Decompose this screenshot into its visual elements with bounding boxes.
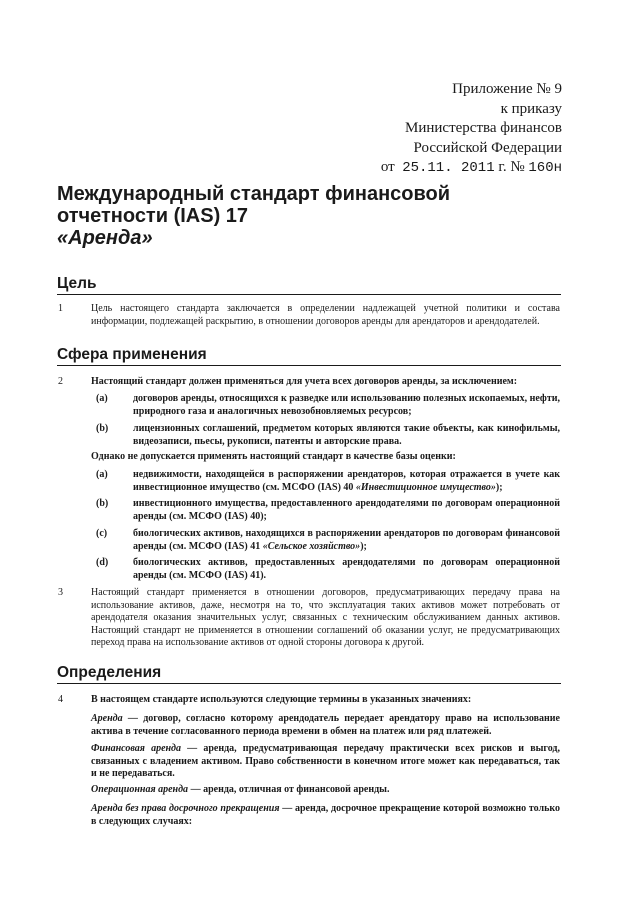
title-line-1: Международный стандарт финансовой — [57, 183, 451, 205]
paragraph-number: 2 — [58, 376, 63, 387]
item-text-part: ); — [360, 540, 367, 552]
order-number: 160н — [528, 160, 562, 176]
section-heading-definitions: Определения — [57, 664, 561, 684]
list-item-text: инвестиционного имущества, предоставленного арендодателями по договорам операционной аренды (см. МСФО (IAS) 40); — [133, 498, 560, 522]
section-heading-scope: Сфера применения — [57, 346, 561, 366]
order-date: 25.11. 2011 — [402, 160, 495, 176]
definition-item — [91, 743, 560, 781]
definition-text: — аренда, отличная от финансовой аренды. — [188, 784, 390, 795]
paragraph-number: 4 — [58, 694, 63, 705]
order-date-line — [381, 158, 562, 179]
title-line-3: «Аренда» — [57, 227, 153, 249]
definition-term: Финансовая аренда — [91, 743, 182, 754]
appendix-line: Приложение № 9 — [452, 81, 562, 97]
list-item-letter: (b) — [96, 498, 109, 509]
paragraph-number: 1 — [58, 303, 63, 314]
date-suffix: г. № — [498, 159, 525, 175]
paragraph-text: Однако не допускается применять настоящий стандарт в качестве базы оценки: — [91, 451, 456, 462]
definition-term: Аренда без права досрочного прекращения — [91, 803, 280, 814]
item-text-emphasis: «Инвестиционное имущество» — [355, 481, 496, 493]
title-line-2: отчетности (IAS) 17 — [57, 205, 249, 227]
list-item-text — [133, 469, 560, 494]
list-item-text: биологических активов, предоставленных арендодателями по договорам операционной аренды (см. МСФО (IAS) 41). — [133, 557, 560, 581]
item-text-emphasis: «Сельское хозяйство» — [262, 540, 361, 552]
section-heading-goal: Цель — [57, 275, 561, 295]
document-title — [57, 183, 517, 249]
paragraph-number: 3 — [58, 587, 63, 598]
definition-item — [91, 784, 560, 797]
list-item-text: договоров аренды, относящихся к разведке или использованию полезных ископаемых, нефти, природного газа и аналогичных невозобновляемых ресурсов; — [133, 393, 560, 417]
definition-item — [91, 803, 560, 828]
paragraph-text: В настоящем стандарте используются следующие термины в указанных значениях: — [91, 694, 472, 705]
list-item-text: лицензионных соглашений, предметом которых являются такие объекты, как кинофильмы, видеозаписи, пьесы, рукописи, патенты и авторские права. — [133, 423, 560, 447]
appendix-line: к приказу — [500, 100, 562, 117]
paragraph-text: Настоящий стандарт должен применяться для учета всех договоров аренды, за исключением: — [91, 376, 518, 387]
item-text-part: биологических активов, находящихся в распоряжении арендаторов по договорам финансовой аренды (см. МСФО (IAS) 41 — [133, 528, 560, 552]
definition-item — [91, 713, 560, 738]
list-item-letter: (b) — [96, 423, 109, 434]
item-text-part: ); — [495, 481, 503, 493]
appendix-header — [381, 80, 562, 179]
definition-text: — договор, согласно которому арендодатель передает арендатору право на использование актива в течение согласованного периода времени в обмен на платеж или ряд платежей. — [91, 713, 560, 737]
item-text-part: недвижимости, находящейся в распоряжении арендаторов, которая отражается в учете как инвестиционное имущество (см. МСФО (IAS) 40 — [133, 469, 560, 493]
list-item-letter: (c) — [96, 528, 108, 539]
list-item-letter: (a) — [96, 393, 108, 404]
paragraph-text: Цель настоящего стандарта заключается в определении надлежащей учетной политики и состава информации, подлежащей раскрытию, в отношении договоров аренды для арендаторов и арендодателей. — [91, 303, 560, 327]
appendix-line: Министерства финансов — [405, 120, 562, 136]
list-item-letter: (a) — [96, 469, 108, 480]
definition-text: — аренда, досрочное прекращение которой возможно только в следующих случаях: — [91, 803, 560, 827]
definition-term: Операционная аренда — [91, 784, 189, 795]
definition-term: Аренда — [91, 713, 123, 724]
list-item-letter: (d) — [96, 557, 109, 568]
paragraph-text: Настоящий стандарт применяется в отношении договоров, предусматривающих передачу права на использование активов, даже, несмотря на то, что эксплуатация таких активов может потребовать от арендодателя оказания значительных услуг, связанных с техническим обслуживанием данных активов. Настоящий стандарт не применяется в отношении соглашений об оказании услуг, не предусматривающих переход права на использование активов от одной стороны договора к другой. — [91, 587, 560, 648]
appendix-line: Российской Федерации — [413, 139, 562, 156]
definition-text: — аренда, предусматривающая передачу практически всех рисков и выгод, связанных с владением активом. Право собственности в конечном итоге может как передаваться, так и не передаваться. — [91, 743, 560, 779]
date-prefix: от — [380, 159, 395, 175]
list-item-text — [133, 528, 560, 553]
